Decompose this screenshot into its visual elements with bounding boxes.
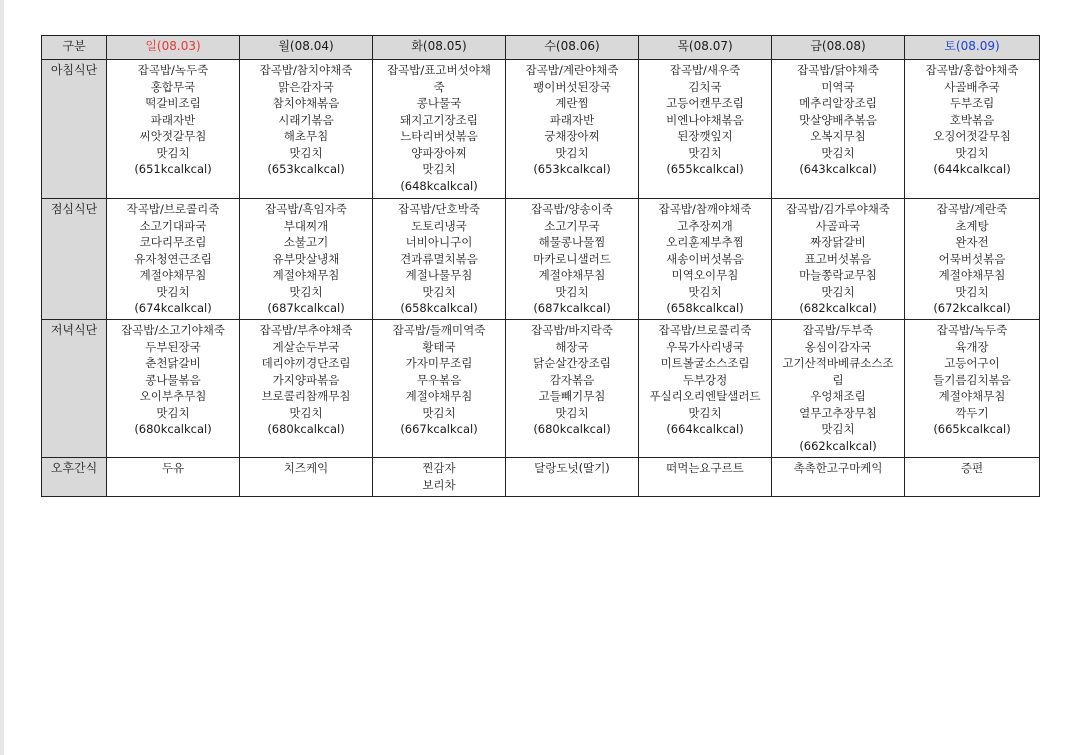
menu-item: 잡곡밥/김가루야채죽	[786, 202, 890, 216]
menu-item: 돼지고기장조림	[400, 112, 478, 127]
menu-item: 된장깻잎지	[677, 129, 733, 143]
menu-item: 맛김치	[688, 284, 722, 299]
menu-item: 콩나물볶음	[145, 372, 201, 387]
lunch-row	[42, 199, 1040, 320]
menu-item: (653kcalkcal)	[267, 162, 345, 176]
menu-item: 도토리냉국	[411, 218, 467, 233]
menu-item: 잡곡밥/참깨야채죽	[658, 202, 752, 216]
menu-cell-monday	[240, 458, 373, 497]
menu-item: 맛김치	[156, 405, 190, 420]
menu-item: 맛김치	[422, 162, 456, 176]
menu-cell-saturday	[905, 60, 1040, 199]
menu-item: (682kcalkcal)	[799, 301, 877, 315]
menu-item: 미역국	[821, 79, 855, 94]
menu-cell-wednesday	[506, 458, 639, 497]
menu-item: 계절야채무침	[938, 268, 1006, 282]
menu-item: 두유	[161, 461, 185, 475]
menu-item: 맛김치	[422, 405, 456, 420]
menu-item: 유자청연근조림	[134, 251, 212, 266]
menu-item: 유부맛살냉채	[272, 251, 340, 266]
menu-item: (680kcalkcal)	[533, 422, 611, 436]
menu-item: (648kcalkcal)	[400, 178, 478, 193]
menu-item: 해초무침	[283, 129, 329, 143]
menu-item: 고들빼기무침	[538, 389, 606, 403]
menu-item: 계절야채무침	[938, 389, 1006, 403]
menu-item: 새송이버섯볶음	[666, 251, 744, 266]
menu-item: (674kcalkcal)	[134, 301, 212, 315]
menu-item: 맛살양배추볶음	[799, 112, 877, 127]
menu-item: (687kcalkcal)	[267, 301, 345, 315]
menu-cell-wednesday	[506, 320, 639, 458]
day-header-thursday: 목(08.07)	[639, 36, 772, 60]
menu-item: 두부강정	[682, 372, 728, 387]
menu-item: 계란찜	[555, 96, 589, 110]
menu-item: 계절야채무침	[405, 389, 473, 403]
menu-cell-thursday	[639, 199, 772, 320]
menu-item: 코다리무조림	[139, 235, 207, 249]
menu-item: 떠먹는요구르트	[666, 461, 744, 475]
meal-label: 점심식단	[42, 199, 107, 320]
menu-item: 맛김치	[289, 284, 323, 299]
day-header-friday: 금(08.08)	[772, 36, 905, 60]
menu-item: 잡곡밥/흑임자죽	[265, 202, 347, 216]
menu-item: 고등어캔무조림	[666, 96, 744, 110]
menu-item: 육개장	[955, 339, 989, 354]
menu-item: 호박볶음	[949, 112, 995, 127]
menu-item: 씨앗젓갈무침	[139, 129, 207, 143]
day-header-monday: 월(08.04)	[240, 36, 373, 60]
menu-item: (658kcalkcal)	[666, 301, 744, 315]
menu-item: 느타리버섯볶음	[400, 129, 478, 143]
menu-cell-tuesday	[373, 60, 506, 199]
menu-item: 증편	[960, 461, 984, 475]
menu-item: 팽이버섯된장국	[533, 79, 611, 94]
menu-item: 짜장닭갈비	[810, 235, 866, 249]
menu-item: 너비아니구이	[405, 235, 473, 249]
menu-cell-friday	[772, 199, 905, 320]
menu-item: 잡곡밥/부추야채죽	[259, 323, 353, 337]
menu-item: 춘천닭갈비	[145, 356, 201, 370]
page-edge-rule	[0, 0, 4, 755]
menu-item: 옹심이감자국	[804, 339, 872, 354]
menu-cell-friday	[772, 320, 905, 458]
menu-item: 깍두기	[955, 405, 989, 420]
menu-cell-tuesday	[373, 458, 506, 497]
menu-item: 고등어구이	[944, 356, 1000, 370]
menu-cell-monday	[240, 320, 373, 458]
menu-item: 작곡밥/브로콜리죽	[126, 202, 220, 216]
menu-item: 견과류멸치볶음	[400, 251, 478, 266]
menu-item: (644kcalkcal)	[933, 162, 1011, 176]
menu-item: 소고기대파국	[139, 218, 207, 233]
menu-item: 김치국	[688, 79, 722, 94]
menu-item: 초계탕	[955, 218, 989, 233]
menu-item: (665kcalkcal)	[933, 422, 1011, 436]
menu-item: 브로콜리참깨무침	[261, 389, 351, 403]
menu-item: (651kcalkcal)	[134, 162, 212, 176]
menu-cell-wednesday	[506, 60, 639, 199]
meal-label: 아침식단	[42, 60, 107, 199]
day-header-tuesday: 화(08.05)	[373, 36, 506, 60]
menu-cell-monday	[240, 199, 373, 320]
menu-item: 달랑도넛(딸기)	[534, 461, 610, 475]
menu-item: 맛김치	[821, 422, 855, 436]
menu-cell-saturday	[905, 458, 1040, 497]
menu-item: 오복지무침	[810, 129, 866, 143]
menu-cell-friday	[772, 458, 905, 497]
day-header-wednesday: 수(08.06)	[506, 36, 639, 60]
menu-item: 어묵버섯볶음	[938, 251, 1006, 266]
menu-item: 림	[832, 372, 844, 387]
menu-cell-wednesday	[506, 199, 639, 320]
menu-item: 두부된장국	[145, 339, 201, 354]
menu-item: (680kcalkcal)	[134, 422, 212, 436]
dinner-row	[42, 320, 1040, 458]
menu-item: 계절야채무침	[538, 268, 606, 282]
menu-item: 해장국	[555, 339, 589, 354]
menu-item: 해물콩나물찜	[538, 235, 606, 249]
menu-item: 비엔나야채볶음	[666, 112, 744, 127]
menu-item: 사골배추국	[944, 79, 1000, 94]
menu-item: 맛김치	[289, 405, 323, 420]
menu-item: 마늘쫑락교무침	[799, 268, 877, 282]
menu-item: (667kcalkcal)	[400, 422, 478, 436]
menu-item: 궁채장아찌	[544, 129, 600, 143]
menu-item: 황태국	[422, 339, 456, 354]
menu-cell-thursday	[639, 320, 772, 458]
weekly-meal-table	[41, 35, 1040, 497]
menu-cell-tuesday	[373, 320, 506, 458]
menu-item: 콩나물국	[416, 96, 462, 110]
menu-cell-sunday	[107, 458, 240, 497]
menu-cell-sunday	[107, 320, 240, 458]
menu-item: 맛김치	[688, 405, 722, 420]
menu-item: 잡곡밥/들깨미역죽	[392, 323, 486, 337]
menu-item: 감자볶음	[549, 372, 595, 387]
menu-item: (643kcalkcal)	[799, 162, 877, 176]
menu-cell-saturday	[905, 199, 1040, 320]
menu-item: 치즈케익	[283, 461, 329, 475]
menu-item: 계절야채무침	[139, 268, 207, 282]
menu-item: (662kcalkcal)	[799, 438, 877, 453]
menu-item: 사골파국	[815, 218, 861, 233]
menu-item: 맛김치	[688, 145, 722, 160]
menu-cell-thursday	[639, 60, 772, 199]
snack-row	[42, 458, 1040, 497]
day-header-sunday: 일(08.03)	[107, 36, 240, 60]
menu-item: (653kcalkcal)	[533, 162, 611, 176]
menu-item: 닭순살간장조림	[533, 356, 611, 370]
menu-item: (687kcalkcal)	[533, 301, 611, 315]
menu-item: 잡곡밥/브로콜리죽	[658, 323, 752, 337]
menu-item: 오징어젓갈무침	[933, 129, 1011, 143]
menu-item: 미역오이무침	[671, 268, 739, 282]
menu-cell-friday	[772, 60, 905, 199]
menu-item: 양파장아찌	[411, 145, 467, 160]
menu-item: 들기름김치볶음	[933, 372, 1011, 387]
menu-item: 맛김치	[422, 284, 456, 299]
day-header-saturday: 토(08.09)	[905, 36, 1040, 60]
menu-item: 잡곡밥/녹두죽	[137, 63, 209, 77]
menu-item: 계절야채무침	[272, 268, 340, 282]
menu-item: 완자전	[955, 235, 989, 249]
menu-item: 우묵가사리냉국	[666, 339, 744, 354]
menu-item: 찐감자	[422, 461, 456, 475]
menu-item: 소불고기	[283, 235, 329, 249]
category-header: 구분	[42, 36, 107, 60]
menu-item: 잡곡밥/소고기야채죽	[121, 323, 225, 337]
menu-item: 맛김치	[821, 145, 855, 160]
header-row	[42, 36, 1040, 60]
menu-item: 맛김치	[555, 284, 589, 299]
menu-item: 우엉채조림	[810, 389, 866, 403]
menu-item: 고추장찌개	[677, 218, 733, 233]
menu-item: 고기산적바베큐소스조	[782, 356, 894, 370]
menu-item: 무우볶음	[416, 372, 462, 387]
menu-cell-sunday	[107, 199, 240, 320]
menu-cell-thursday	[639, 458, 772, 497]
menu-item: 데리야끼경단조림	[261, 356, 351, 370]
menu-item: 맛김치	[156, 284, 190, 299]
menu-cell-monday	[240, 60, 373, 199]
meal-label: 저녁식단	[42, 320, 107, 458]
menu-item: 떡갈비조림	[145, 96, 201, 110]
menu-item: 잡곡밥/새우죽	[669, 63, 741, 77]
menu-item: 미트볼굴소스조림	[660, 356, 750, 370]
menu-item: 파래자반	[150, 112, 196, 127]
menu-item: 두부조림	[949, 96, 995, 110]
menu-item: 계절나물무침	[405, 268, 473, 282]
menu-item: 잡곡밥/닭야채죽	[797, 63, 879, 77]
menu-item: 맛김치	[821, 284, 855, 299]
menu-item: 오리훈제부추찜	[666, 235, 744, 249]
menu-cell-saturday	[905, 320, 1040, 458]
menu-item: 잡곡밥/바지락죽	[531, 323, 613, 337]
menu-item: 맛김치	[555, 405, 589, 420]
menu-item: 마카로니샐러드	[533, 251, 611, 266]
menu-item: 부대찌개	[283, 218, 329, 233]
menu-item: 보리차	[422, 477, 456, 492]
menu-item: (658kcalkcal)	[400, 301, 478, 315]
menu-item: 푸실리오리엔탈샐러드	[649, 389, 761, 403]
menu-item: 시래기볶음	[278, 112, 334, 127]
menu-item: 홍합무국	[150, 79, 196, 94]
menu-item: 오이부추무침	[139, 389, 207, 403]
menu-item: 소고기무국	[544, 218, 600, 233]
menu-item: 촉촉한고구마케익	[793, 461, 883, 475]
menu-item: (664kcalkcal)	[666, 422, 744, 436]
menu-item: 가자미무조림	[405, 356, 473, 370]
menu-item: 잡곡밥/표고버섯야채	[387, 63, 491, 77]
menu-item: 맛김치	[156, 145, 190, 160]
menu-item: 맛김치	[289, 145, 323, 160]
menu-cell-sunday	[107, 60, 240, 199]
menu-item: 맑은감자국	[278, 79, 334, 94]
menu-item: (655kcalkcal)	[666, 162, 744, 176]
menu-item: 메추리알장조림	[799, 96, 877, 110]
menu-item: 맛김치	[955, 284, 989, 299]
menu-item: 잡곡밥/양송이죽	[531, 202, 613, 216]
menu-item: 잡곡밥/계란죽	[936, 202, 1008, 216]
menu-item: 잡곡밥/참치야채죽	[259, 63, 353, 77]
menu-item: 잡곡밥/두부죽	[802, 323, 874, 337]
menu-item: 게살순두부국	[272, 339, 340, 354]
menu-item: (680kcalkcal)	[267, 422, 345, 436]
menu-item: 잡곡밥/홍합야채죽	[925, 63, 1019, 77]
menu-item: 잡곡밥/녹두죽	[936, 323, 1008, 337]
menu-item: 가지양파볶음	[272, 372, 340, 387]
menu-item: 맛김치	[955, 145, 989, 160]
meal-label: 오후간식	[42, 458, 107, 497]
menu-item: 참치야채볶음	[272, 96, 340, 110]
menu-cell-tuesday	[373, 199, 506, 320]
menu-item: 죽	[433, 79, 445, 94]
menu-item: 표고버섯볶음	[804, 251, 872, 266]
menu-item: 잡곡밥/단호박죽	[398, 202, 480, 216]
menu-item: (672kcalkcal)	[933, 301, 1011, 315]
menu-item: 맛김치	[555, 145, 589, 160]
menu-item: 열무고추장무침	[799, 405, 877, 420]
menu-item: 파래자반	[549, 112, 595, 127]
breakfast-row	[42, 60, 1040, 199]
menu-item: 잡곡밥/계란야채죽	[525, 63, 619, 77]
